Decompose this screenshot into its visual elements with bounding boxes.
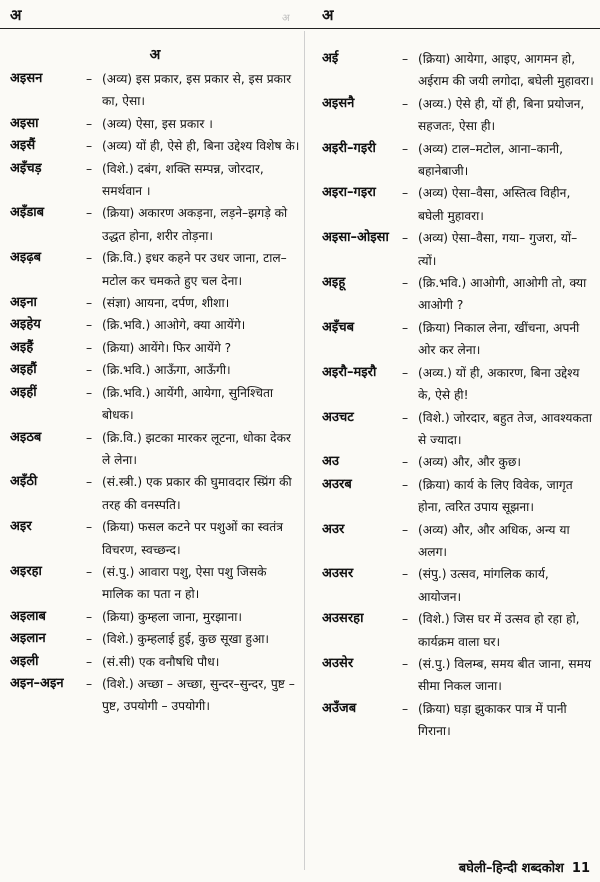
entry-dash: –	[402, 186, 409, 201]
definition: (अव्य.) ऐसे ही, यों ही, बिना प्रयोजन, सहजतः, ऐसा ही।	[418, 96, 585, 134]
headword: अइहैं	[10, 339, 34, 355]
definition: (विशे.) कुम्हलाई हुई, कुछ सूखा हुआ।	[102, 632, 270, 647]
entry-dash: –	[402, 522, 409, 537]
entry-dash: –	[402, 231, 409, 246]
entry-dash: –	[86, 340, 93, 355]
headword: अइहीं	[10, 384, 37, 400]
dictionary-entry	[10, 651, 300, 673]
definition: (क्रि.वि.) इधर कहने पर उधर जाना, टाल–मटोल कर चमकते हुए चल देना।	[102, 251, 287, 288]
headword: अइरौ–मइरौ	[322, 364, 377, 380]
dictionary-entry	[10, 382, 300, 427]
definition: (अव्य) ऐसा–वैसा, अस्तित्व विहीन, बघेली मुहावरा।	[418, 186, 571, 223]
headword: अइँचब	[322, 319, 354, 335]
definition: (अव्य) यों ही, ऐसे ही, बिना उद्देश्य विशेष के।	[102, 139, 300, 154]
definition: (विशे.) जिस घर में उत्सव हो रहा हो, कार्यक्रम वाला घर।	[418, 612, 580, 649]
dictionary-entry	[322, 182, 594, 227]
definition: (क्रिया) घड़ा झुकाकर पात्र में पानी गिराना।	[418, 701, 567, 739]
headword: अइठब	[10, 429, 42, 445]
definition: (क्रि.भवि.) आयेंगी, आयेगा, सुनिश्चिता बोधक।	[102, 385, 274, 423]
entry-dash: –	[86, 564, 93, 579]
entry-dash: –	[86, 206, 93, 221]
page-footer	[459, 858, 590, 876]
definition: (क्रिया) आयेगा, आइए, आगमन हो, अईराम की जयी लगोदा, बघेली मुहावरा।	[418, 52, 594, 89]
entry-dash: –	[402, 141, 409, 156]
entry-dash: –	[402, 365, 409, 380]
definition: (क्रिया) कार्य के लिए विवेक, जागृत होना, त्वरित उपाय सूझना।	[418, 477, 573, 515]
entry-dash: –	[402, 701, 409, 716]
headword: अइसा	[10, 115, 39, 131]
definition: (संज्ञा) आयना, दर्पण, शीशा।	[102, 296, 230, 311]
headword: अइलान	[10, 631, 46, 647]
dictionary-entry	[322, 563, 594, 608]
headword: अइँचड़	[10, 160, 42, 176]
definition: (सं.सी) एक वनौषधि पौध।	[102, 654, 220, 669]
headword: अइहौं	[10, 362, 37, 378]
headword: अइना	[10, 295, 37, 311]
dictionary-entry	[10, 113, 300, 135]
entry-dash: –	[402, 477, 409, 492]
dictionary-entry	[322, 653, 594, 698]
dictionary-entry	[10, 68, 300, 113]
dictionary-entry	[10, 561, 300, 606]
definition: (विशे.) दबंग, शक्ति सम्पन्न, जोरदार, समर्थवान ।	[102, 161, 264, 199]
dictionary-entry	[322, 272, 594, 317]
definition: (अव्य) और, और अधिक, अन्य या अलग।	[418, 522, 570, 559]
definition: (अव्य) टाल–मटोल, आना–कानी, बहानेबाजी।	[418, 141, 563, 179]
headword: अइँडाब	[10, 205, 45, 221]
column-divider	[304, 31, 305, 870]
entry-dash: –	[86, 251, 93, 266]
dictionary-entry	[322, 227, 594, 272]
dictionary-entry	[10, 337, 300, 359]
definition: (अव्य.) यों ही, अकारण, बिना उद्देश्य के, ऐसे ही!	[418, 365, 580, 403]
headword: अउसर	[322, 566, 354, 582]
headword: अइर	[10, 519, 32, 535]
dictionary-entry	[322, 317, 594, 362]
entry-dash: –	[402, 96, 409, 111]
header-letter-right: अ	[322, 6, 334, 24]
dictionary-entry	[322, 474, 594, 519]
definition: (सं.पु.) आवारा पशु, ऐसा पशु जिसके मालिक का पता न हो।	[102, 564, 267, 602]
definition: (संपु.) उत्सव, मांगलिक कार्य, आयोजन।	[418, 567, 549, 604]
headword: अई	[322, 51, 339, 66]
definition: (क्रि.भवि.) आओगी, आओगी तो, क्या आओगी ?	[418, 276, 587, 313]
definition: (विशे.) जोरदार, बहुत तेज, आवश्यकता से ज्यादा।	[418, 410, 592, 447]
definition: (अव्य) ऐसा, इस प्रकार ।	[102, 116, 213, 131]
header-letter-left: अ	[10, 6, 22, 24]
dictionary-entry	[10, 516, 300, 561]
entry-dash: –	[86, 72, 93, 86]
entry-dash: –	[86, 520, 93, 535]
left-entry-list	[10, 68, 300, 718]
entry-dash: –	[86, 609, 93, 624]
definition: (क्रिया) अकारण अकड़ना, लड़ने–झगड़े को उद्धत होना, शरीर तोड़ना।	[102, 206, 288, 243]
dictionary-entry	[322, 93, 594, 138]
entry-dash: –	[402, 410, 409, 425]
definition: (सं.पु.) विलम्ब, समय बीत जाना, समय सीमा निकल जाना।	[418, 656, 592, 694]
left-column	[10, 48, 300, 718]
entry-dash: –	[86, 632, 93, 647]
headword: अइन–अइन	[10, 675, 64, 691]
definition: (क्रिया) निकाल लेना, खींचना, अपनी ओर कर लेना।	[418, 320, 580, 358]
dictionary-entry	[10, 673, 300, 718]
dictionary-entry	[322, 608, 594, 653]
definition: (क्रि.वि.) झटका मारकर लूटना, धोका देकर ले लेना।	[102, 430, 291, 467]
entry-dash: –	[86, 385, 93, 400]
dictionary-entry	[322, 362, 594, 407]
entry-dash: –	[86, 318, 93, 333]
right-entry-list	[322, 48, 594, 743]
definition: (विशे.) अच्छा – अच्छा, सुन्दर–सुन्दर, पुष्ट – पुष्ट, उपयोगी – उपयोगी।	[102, 676, 295, 714]
dictionary-entry	[10, 471, 300, 516]
entry-dash: –	[86, 676, 93, 691]
footer-title: बघेली–हिन्दी शब्दकोश	[458, 861, 564, 876]
headword: अइरहा	[10, 563, 42, 579]
definition: (क्रिया) फसल कटने पर पशुओं का स्वतंत्र विचरण, स्वच्छन्द।	[102, 520, 283, 557]
definition: (क्रिया) आयेंगे। फिर आयेंगे ?	[102, 340, 232, 355]
dictionary-entry	[10, 292, 300, 314]
headword: अइरी–गइरी	[322, 140, 376, 156]
headword: अइहू	[322, 275, 346, 291]
headword: अइली	[10, 653, 39, 669]
headword: अइसा–ओइसा	[322, 230, 389, 246]
entry-dash: –	[86, 139, 93, 154]
dictionary-entry	[10, 135, 300, 157]
headword: अउर	[322, 521, 345, 537]
headword: अइहेय	[10, 317, 41, 333]
dictionary-entry	[322, 48, 594, 93]
entry-dash: –	[402, 567, 409, 582]
definition: (क्रि.भवि.) आओगे, क्या आयेंगे।	[102, 318, 246, 333]
headword: अउरब	[322, 476, 352, 492]
headword: अइढ़ब	[10, 250, 42, 266]
header-rule	[0, 28, 600, 29]
headword: अउ	[322, 454, 340, 470]
headword: अइरा–गइरा	[322, 185, 376, 201]
dictionary-entry	[322, 519, 594, 564]
dictionary-entry	[10, 427, 300, 472]
page-number: 11	[571, 861, 590, 876]
definition: (अव्य) ऐसा–वैसा, गया– गुजरा, यों–त्यों।	[418, 231, 578, 268]
headword: अइलाब	[10, 608, 46, 624]
headword: अइसनै	[322, 95, 355, 111]
section-letter: अ	[149, 47, 161, 63]
entry-dash: –	[402, 276, 409, 291]
header-faint-mark: अ	[282, 13, 290, 24]
dictionary-entry	[322, 698, 594, 743]
definition: (अव्य) इस प्रकार, इस प्रकार से, इस प्रकार का, ऐसा।	[102, 72, 292, 109]
entry-dash: –	[86, 654, 93, 669]
entry-dash: –	[86, 296, 93, 311]
entry-dash: –	[402, 656, 409, 671]
headword: अउँजब	[322, 700, 357, 716]
dictionary-entry	[10, 158, 300, 203]
dictionary-entry	[322, 138, 594, 183]
headword: अइसैं	[10, 138, 36, 154]
entry-dash: –	[86, 116, 93, 131]
dictionary-entry	[10, 314, 300, 336]
entry-dash: –	[86, 430, 93, 445]
entry-dash: –	[402, 455, 409, 470]
entry-dash: –	[402, 52, 409, 66]
definition: (अव्य) और, और कुछ।	[418, 455, 521, 470]
entry-dash: –	[86, 161, 93, 176]
dictionary-entry	[322, 451, 594, 473]
definition: (क्रिया) कुम्हला जाना, मुरझाना।	[102, 609, 242, 624]
headword: अउसरहा	[322, 611, 364, 627]
headword: अइसन	[10, 71, 43, 86]
dictionary-entry	[10, 202, 300, 247]
entry-dash: –	[402, 320, 409, 335]
right-column	[322, 48, 594, 743]
dictionary-entry	[10, 628, 300, 650]
definition: (सं.स्त्री.) एक प्रकार की घुमावदार स्प्रिंग की तरह की वनस्पति।	[102, 475, 292, 512]
dictionary-entry	[10, 606, 300, 628]
headword: अइँठी	[10, 474, 38, 490]
dictionary-entry	[10, 247, 300, 292]
definition: (क्रि.भवि.) आऊँगा, आऊँगी।	[102, 363, 231, 378]
dictionary-entry	[10, 359, 300, 381]
entry-dash: –	[86, 475, 93, 490]
entry-dash: –	[86, 363, 93, 378]
headword: अउचट	[322, 409, 354, 425]
entry-dash: –	[402, 612, 409, 627]
headword: अउसेर	[322, 655, 354, 671]
dictionary-entry	[322, 407, 594, 452]
